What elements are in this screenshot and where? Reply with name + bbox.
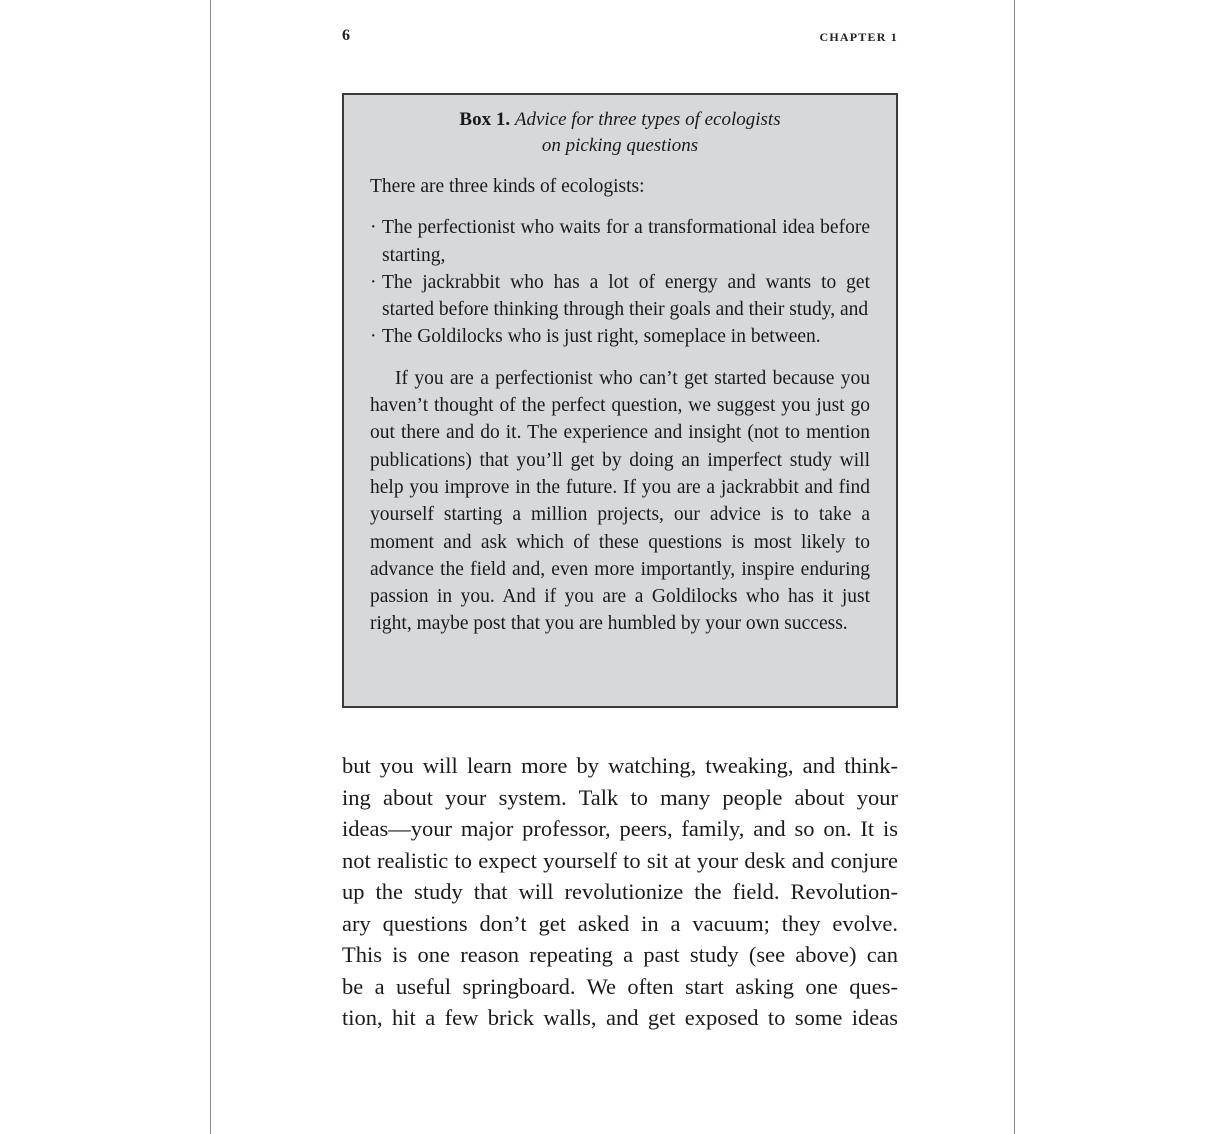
box-title [370,107,870,159]
body-line: ary questions don’t get asked in a vacuum; they evolve. [342,910,898,936]
body-line: but you will learn more by watching, tweaking, and think- [342,753,898,778]
bullet-icon: · [370,217,377,239]
list-item-text: The Goldilocks who is just right, someplace in between. [382,326,821,348]
page-number: 6 [342,27,350,44]
box-intro: There are three kinds of ecologists: [370,176,645,197]
box-label: Box 1. [459,109,511,130]
box-caption-line2: on picking questions [541,135,699,156]
box-caption-line1: Advice for three types of ecologists [514,109,781,130]
box-paragraph: If you are a perfectionist who can’t get started because you haven’t thought of the perfect question, we suggest you just go out there and do it. The experience and insight (not to mention publications) that you’ll get by doing an imperfect study will help you improve in the future. If you are a jackrabbit and find yourself starting a million projects, our advice is to take a moment and ask which of these questions is most likely to advance the field and, even more importantly, inspire enduring passion in you. And if you are a Goldilocks who has it just right, maybe post that you are humbled by your own success. [370,367,870,635]
body-line: ideas—your major professor, peers, family, and so on. It is [342,816,898,841]
list-item-text: The perfectionist who waits for a transformational idea before starting, [382,217,870,266]
ecologist-types-list [370,214,870,350]
list-item [370,323,870,350]
book-page [210,0,1015,1134]
body-line: tion, hit a few brick walls, and get exposed to some ideas [342,1005,898,1030]
list-item [370,269,870,324]
bullet-icon: · [370,271,377,293]
body-text [342,750,898,1034]
body-line: This is one reason repeating a past study (see above) can [342,942,898,967]
list-item-text: The jackrabbit who has a lot of energy and wants to get started before thinking through their goals and their study, and [382,271,870,321]
sidebar-box [342,93,898,708]
running-head [342,27,898,47]
chapter-label: CHAPTER 1 [819,30,898,44]
body-line: up the study that will revolutionize the field. Revolution- [342,879,898,904]
bullet-icon: · [370,326,377,348]
body-line: be a useful springboard. We often start asking one ques- [342,973,898,999]
body-line: not realistic to expect yourself to sit at your desk and conjure [342,847,898,873]
body-line: ing about your system. Talk to many people about your [342,784,898,810]
list-item [370,214,870,269]
